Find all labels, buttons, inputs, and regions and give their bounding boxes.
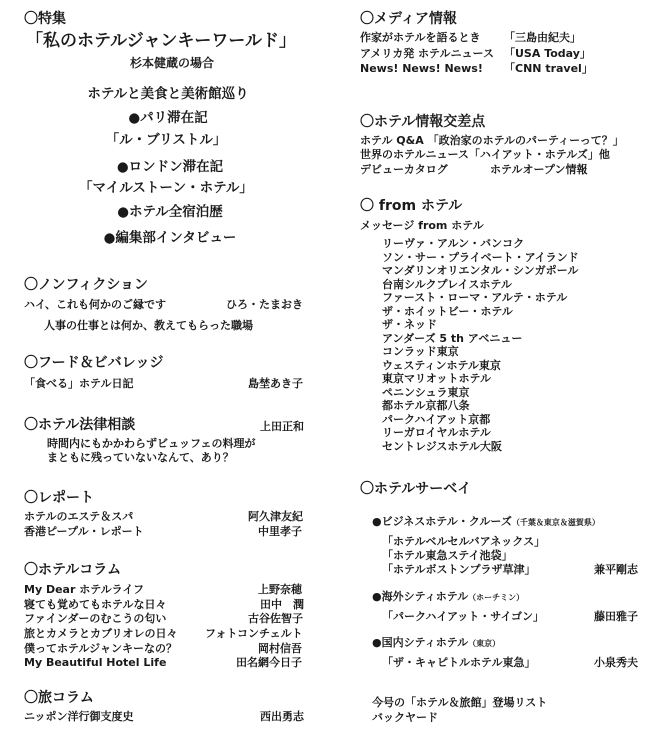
special-paris: ●パリ滞在記	[128, 110, 208, 126]
survey-business-label-text: ●ビジネスホテル・クルーズ	[372, 515, 512, 528]
survey-domestic-label	[372, 637, 500, 648]
survey-business-author: 兼平剛志	[594, 563, 638, 576]
food-heading: 〇フード＆ビバレッジ	[24, 355, 164, 371]
special-title: 「私のホテルジャンキーワールド」	[26, 31, 297, 51]
law-author: 上田正和	[260, 420, 304, 433]
survey-overseas-note: （ホーチミン）	[468, 593, 525, 602]
nonfiction-subtitle: 人事の仕事とは何か、教えてもらった職場	[44, 319, 253, 332]
from-hotel-item: 東京マリオットホテル	[382, 372, 492, 385]
food-title: 「食べる」ホテル日記	[24, 377, 134, 390]
info-heading: 〇ホテル情報交差点	[360, 114, 486, 130]
survey-business-item: 「ホテル東急ステイ池袋」	[382, 549, 513, 562]
from-heading: 〇 from ホテル	[360, 198, 463, 214]
media-item-left: アメリカ発 ホテルニュース	[360, 47, 494, 60]
law-line2: まともに残っていないなんて、あり？	[47, 451, 234, 464]
nonfiction-author: ひろ・たまおき	[226, 298, 303, 311]
nonfiction-title: ハイ、これも何かのご縁です	[24, 298, 167, 311]
media-item-right: 「CNN travel」	[504, 62, 593, 75]
column-item-title: 旅とカメラとカブリオレの日々	[24, 627, 178, 640]
from-hotel-item: ファースト・ローマ・アルテ・ホテル	[382, 291, 568, 304]
from-hotel-item: ソン・サー・プライベート・アイランド	[382, 251, 579, 264]
survey-business-note: （千葉＆東京＆滋賀県）	[511, 518, 600, 527]
law-heading: 〇ホテル法律相談	[24, 417, 136, 433]
survey-business-item: 「ホテルベルセルバアネックス」	[382, 535, 546, 548]
travel-heading: 〇旅コラム	[24, 690, 94, 706]
column-item-title: 寝ても覚めてもホテルな日々	[24, 598, 167, 611]
from-hotel-item: パークハイアット京都	[382, 413, 491, 426]
travel-title: ニッポン洋行御支度史	[24, 710, 134, 723]
survey-overseas-label	[372, 591, 524, 602]
from-hotel-item: リーガロイヤルホテル	[382, 426, 491, 439]
column-item-author: フォトコンチェルト	[205, 627, 303, 640]
info-line3-left: デビューカタログ	[360, 163, 448, 176]
survey-domestic-note: （東京）	[468, 639, 501, 648]
special-all-stays: ●ホテル全宿泊歴	[117, 204, 223, 220]
from-hotel-item: リーヴァ・アルン・バンコク	[382, 237, 525, 250]
survey-business-item: 「ホテルボストンプラザ草津」	[382, 563, 536, 576]
column-item-author: 岡村信吾	[258, 642, 302, 655]
survey-overseas-label-text: ●海外シティホテル	[372, 590, 469, 603]
from-hotel-item: アンダーズ 5 th アベニュー	[382, 332, 523, 345]
travel-author: 西出勇志	[260, 710, 304, 723]
column-item-author: 古谷佐智子	[248, 612, 303, 625]
food-author: 島埜あき子	[248, 377, 303, 390]
column-item-title: ファインダーのむこうの匂い	[24, 612, 167, 625]
survey-domestic-author: 小泉秀夫	[594, 656, 638, 669]
special-theme: ホテルと美食と美術館巡り	[87, 86, 249, 102]
column-item-title: My Dear ホテルライフ	[24, 583, 145, 596]
survey-heading: 〇ホテルサーベイ	[360, 481, 472, 497]
special-paris-hotel: 「ル・ブリストル」	[105, 132, 227, 148]
report-item-title: ホテルのエステ＆スパ	[24, 510, 134, 523]
footer-line1: 今号の「ホテル＆旅館」登場リスト	[372, 696, 548, 709]
media-item-left: News! News! News!	[360, 62, 483, 75]
law-line1: 時間内にもかかわらずビュッフェの料理が	[47, 437, 256, 450]
survey-business-label	[372, 516, 600, 527]
survey-domestic-label-text: ●国内シティホテル	[372, 636, 469, 649]
media-heading: 〇メディア情報	[360, 11, 457, 27]
from-hotel-item: 都ホテル京都八条	[382, 399, 470, 412]
column-item-author: 上野奈穂	[258, 583, 302, 596]
info-line3-right: ホテルオープン情報	[490, 163, 588, 176]
special-heading: 〇特集	[24, 11, 66, 27]
footer-line2: バックヤード	[372, 711, 438, 724]
special-london-hotel: 「マイルストーン・ホテル」	[79, 180, 253, 196]
info-line1: ホテル Q&A 「政治家のホテルのパーティーって？」	[360, 134, 624, 147]
report-item-title: 香港ピープル・レポート	[24, 525, 144, 538]
from-hotel-item: コンラッド東京	[382, 345, 459, 358]
special-byline: 杉本健蔵の場合	[129, 56, 215, 70]
from-hotel-item: マンダリンオリエンタル・シンガポール	[382, 264, 579, 277]
from-hotel-item: ザ・ネッド	[382, 318, 437, 331]
survey-domestic-item: 「ザ・キャピトルホテル東急」	[382, 656, 536, 669]
from-hotel-item: ウェスティンホテル東京	[382, 359, 501, 372]
from-sub: メッセージ from ホテル	[360, 219, 484, 232]
special-interview: ●編集部インタビュー	[103, 230, 237, 246]
from-hotel-item: 台南シルクプレイスホテル	[382, 278, 512, 291]
info-line2: 世界のホテルニュース「ハイアット・ホテルズ」他	[360, 148, 610, 161]
from-hotel-item: セントレジスホテル大阪	[382, 440, 502, 453]
survey-overseas-item: 「パークハイアット・サイゴン」	[382, 610, 545, 623]
column-item-title: 僕ってホテルジャンキーなの？	[24, 642, 177, 655]
column-item-author: 田名網今日子	[236, 656, 302, 669]
from-hotel-item: ザ・ホイットビー・ホテル	[382, 305, 513, 318]
survey-overseas-author: 藤田雅子	[594, 610, 638, 623]
from-hotel-item: ペニンシュラ東京	[382, 386, 470, 399]
report-item-author: 中里孝子	[258, 525, 302, 538]
nonfiction-heading: 〇ノンフィクション	[24, 277, 149, 293]
media-item-right: 「三島由紀夫」	[504, 31, 581, 44]
column-item-title: My Beautiful Hotel Life	[24, 656, 167, 669]
special-london: ●ロンドン滞在記	[116, 159, 224, 175]
media-item-right: 「USA Today」	[504, 47, 591, 60]
media-item-left: 作家がホテルを語るとき	[360, 31, 481, 44]
column-item-author: 田中 潤	[260, 598, 304, 611]
report-item-author: 阿久津友紀	[248, 510, 303, 523]
report-heading: 〇レポート	[24, 490, 94, 506]
column-heading: 〇ホテルコラム	[24, 562, 122, 578]
